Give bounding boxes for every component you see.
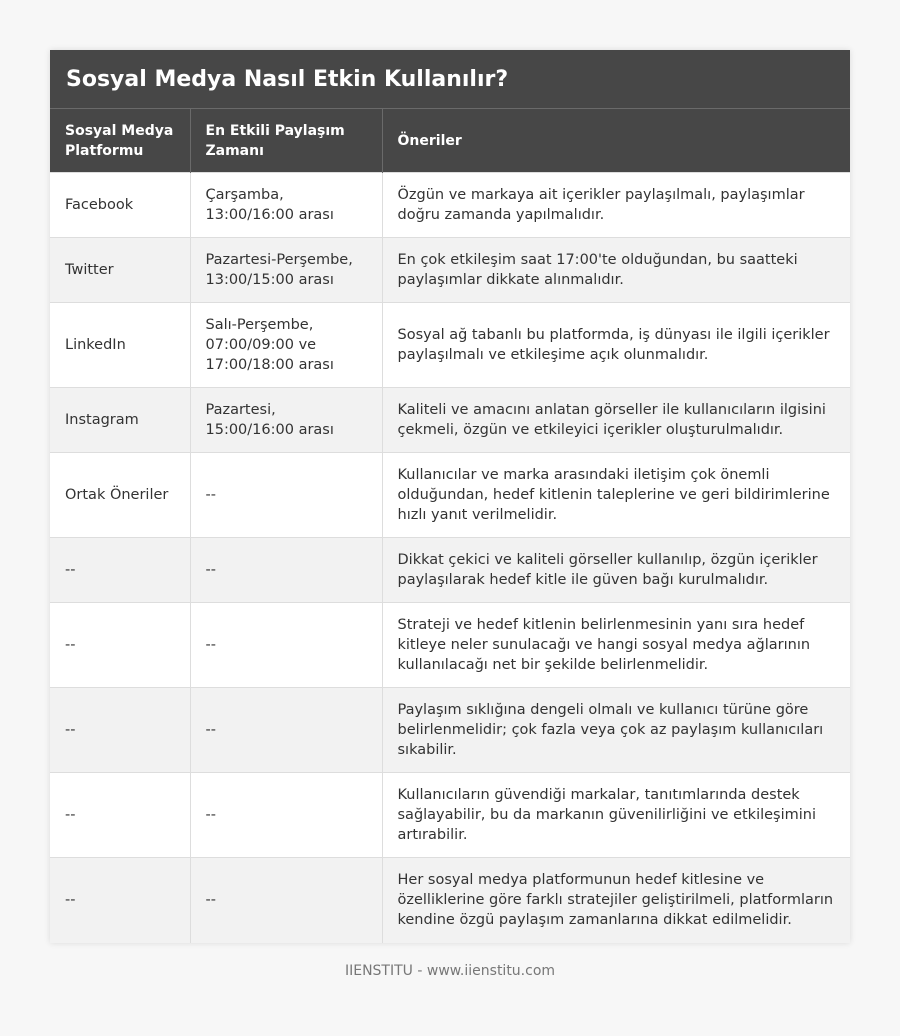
table-row (50, 173, 850, 238)
time-cell: -- (190, 453, 382, 538)
table-row (50, 538, 850, 603)
suggestion-cell: Kullanıcıların güvendiği markalar, tanıtımlarında destek sağlayabilir, bu da markanın güvenilirliğini ve etkileşimini artırabilir. (382, 773, 850, 858)
time-cell: -- (190, 538, 382, 603)
table-row (50, 238, 850, 303)
suggestion-cell: Paylaşım sıklığına dengeli olmalı ve kullanıcı türüne göre belirlenmelidir; çok fazla veya çok az paylaşım kullanıcıları sıkabilir. (382, 688, 850, 773)
platform-cell: LinkedIn (50, 303, 190, 388)
time-cell: -- (190, 858, 382, 943)
platform-cell: -- (50, 603, 190, 688)
time-cell: -- (190, 773, 382, 858)
table-row (50, 303, 850, 388)
header-time: En Etkili Paylaşım Zamanı (190, 109, 382, 173)
suggestion-cell: Kaliteli ve amacını anlatan görseller ile kullanıcıların ilgisini çekmeli, özgün ve etkileyici içerikler oluşturulmalıdır. (382, 388, 850, 453)
table-title: Sosyal Medya Nasıl Etkin Kullanılır? (50, 50, 850, 108)
suggestion-cell: Strateji ve hedef kitlenin belirlenmesinin yanı sıra hedef kitleye neler sunulacağı ve hangi sosyal medya ağlarının kullanılacağı net bir şekilde belirlenmelidir. (382, 603, 850, 688)
data-table (50, 108, 850, 943)
table-card (50, 50, 850, 943)
table-row (50, 858, 850, 943)
platform-cell: Instagram (50, 388, 190, 453)
header-suggestions: Öneriler (382, 109, 850, 173)
table-body (50, 173, 850, 943)
time-cell: Pazartesi, 15:00/16:00 arası (190, 388, 382, 453)
header-platform: Sosyal Medya Platformu (50, 109, 190, 173)
table-row (50, 388, 850, 453)
suggestion-cell: Özgün ve markaya ait içerikler paylaşılmalı, paylaşımlar doğru zamanda yapılmalıdır. (382, 173, 850, 238)
table-row (50, 688, 850, 773)
suggestion-cell: Her sosyal medya platformunun hedef kitlesine ve özelliklerine göre farklı stratejiler geliştirilmeli, platformların kendine özgü paylaşım zamanlarına dikkat edilmelidir. (382, 858, 850, 943)
suggestion-cell: Kullanıcılar ve marka arasındaki iletişim çok önemli olduğundan, hedef kitlenin taleplerine ve geri bildirimlerine hızlı yanıt verilmelidir. (382, 453, 850, 538)
time-cell: Salı-Perşembe, 07:00/09:00 ve 17:00/18:00 arası (190, 303, 382, 388)
platform-cell: -- (50, 858, 190, 943)
time-cell: Çarşamba, 13:00/16:00 arası (190, 173, 382, 238)
table-row (50, 603, 850, 688)
suggestion-cell: Sosyal ağ tabanlı bu platformda, iş dünyası ile ilgili içerikler paylaşılmalı ve etkileşime açık olunmalıdır. (382, 303, 850, 388)
table-row (50, 773, 850, 858)
platform-cell: -- (50, 773, 190, 858)
platform-cell: Ortak Öneriler (50, 453, 190, 538)
table-row (50, 453, 850, 538)
platform-cell: -- (50, 688, 190, 773)
time-cell: -- (190, 688, 382, 773)
platform-cell: -- (50, 538, 190, 603)
time-cell: -- (190, 603, 382, 688)
header-row (50, 109, 850, 173)
suggestion-cell: En çok etkileşim saat 17:00'te olduğundan, bu saatteki paylaşımlar dikkate alınmalıdır. (382, 238, 850, 303)
platform-cell: Twitter (50, 238, 190, 303)
suggestion-cell: Dikkat çekici ve kaliteli görseller kullanılıp, özgün içerikler paylaşılarak hedef kitle ile güven bağı kurulmalıdır. (382, 538, 850, 603)
footer-credit: IIENSTITU - www.iienstitu.com (344, 963, 556, 979)
time-cell: Pazartesi-Perşembe, 13:00/15:00 arası (190, 238, 382, 303)
table-header (50, 109, 850, 173)
platform-cell: Facebook (50, 173, 190, 238)
